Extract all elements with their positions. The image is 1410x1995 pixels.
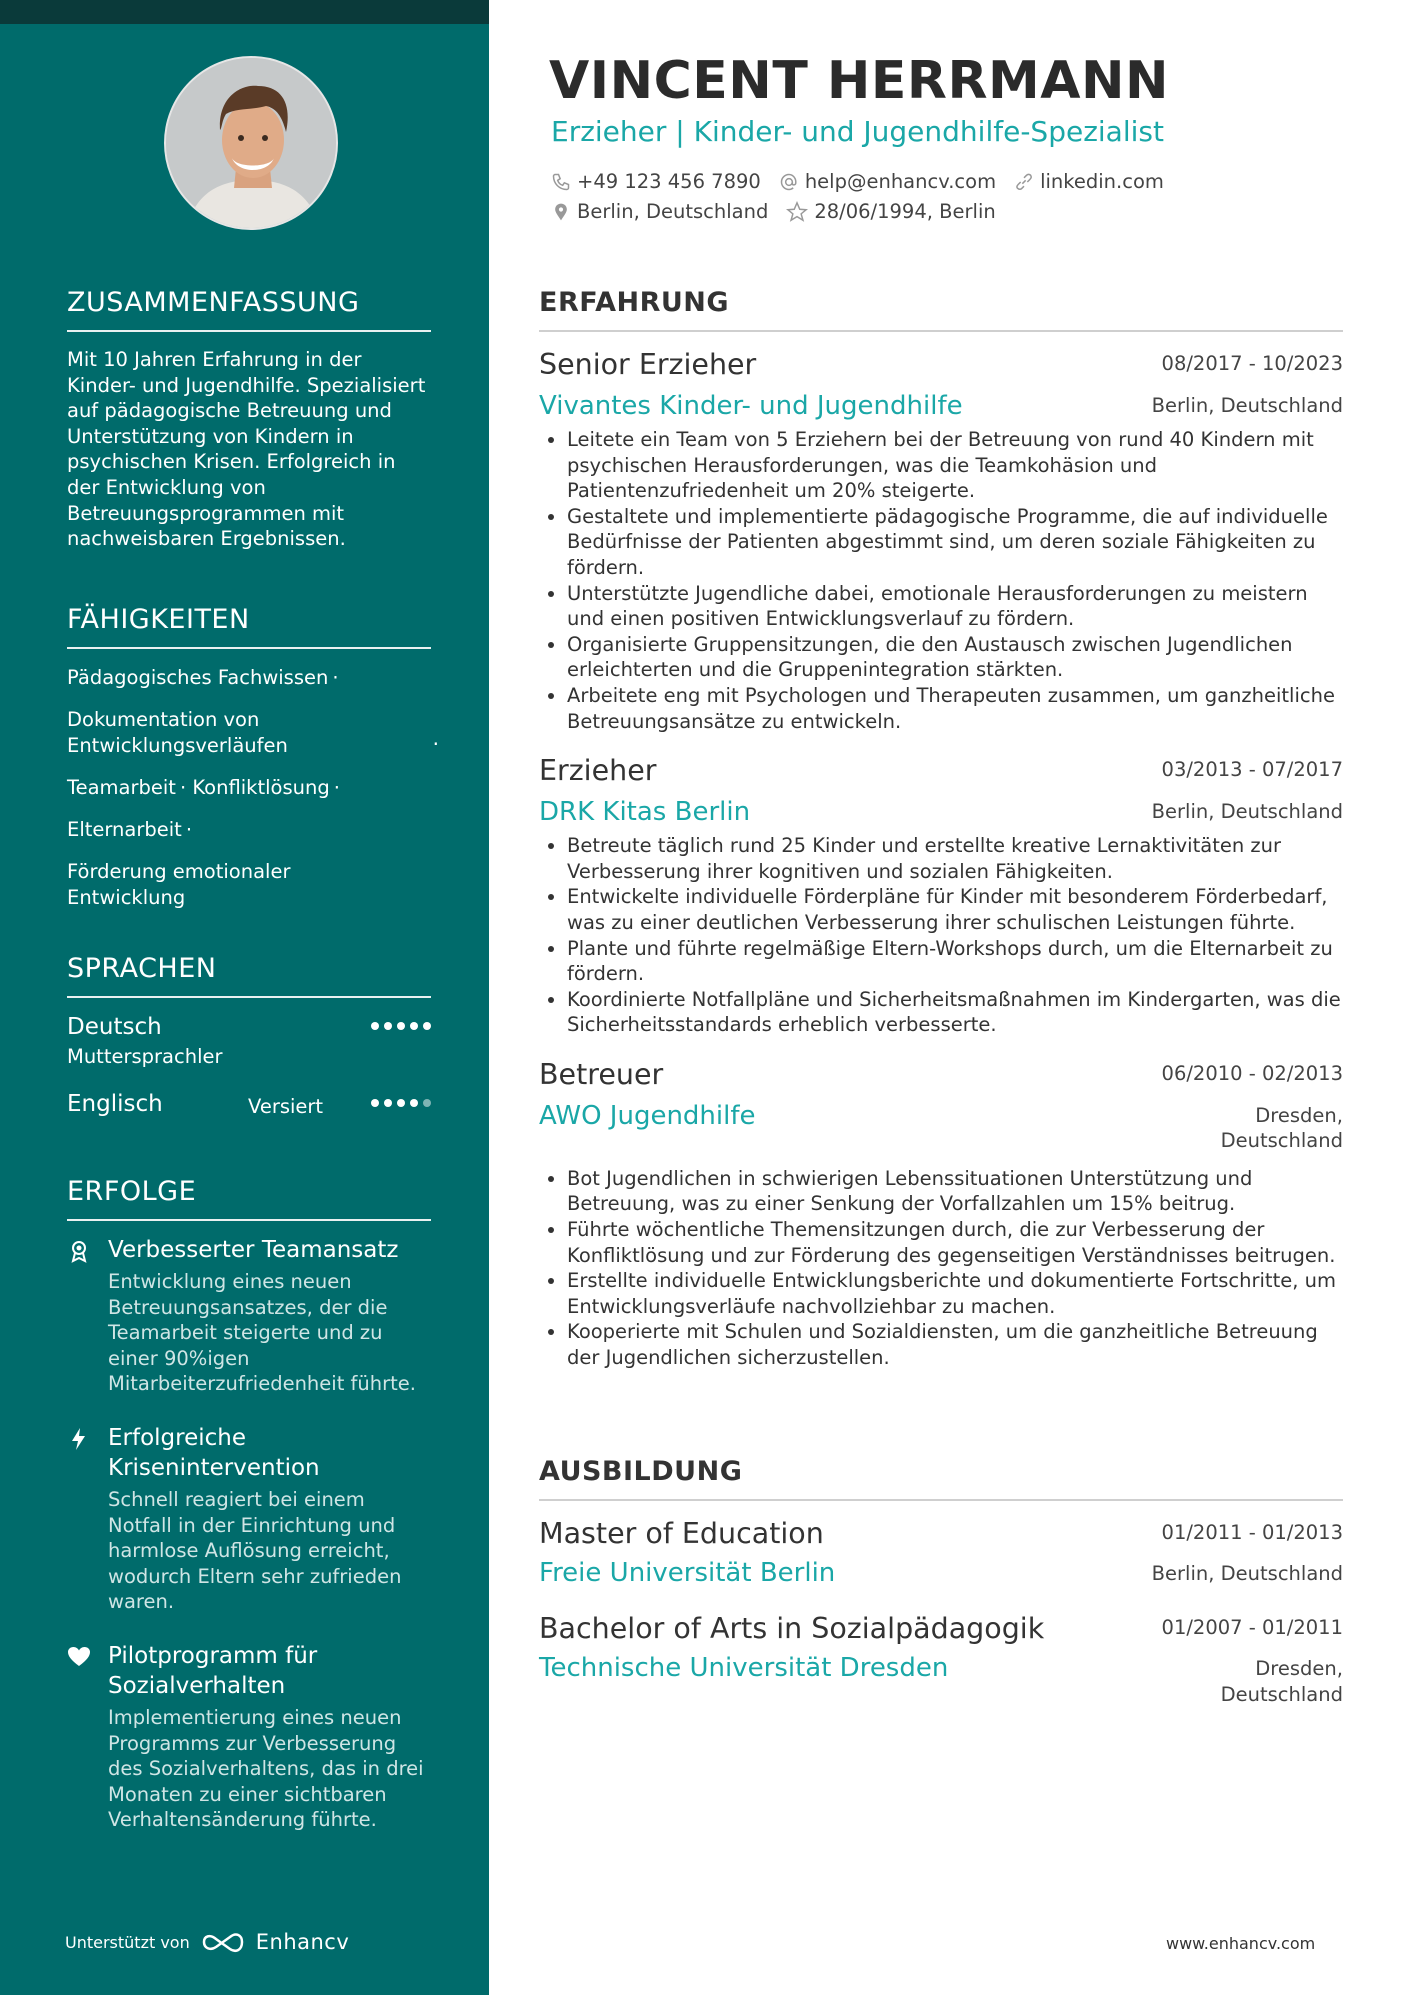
school-name: Technische Universität Dresden — [539, 1653, 949, 1683]
school-name: Freie Universität Berlin — [539, 1558, 836, 1588]
enhancv-brand: Enhancv — [255, 1930, 350, 1954]
sidebar-top-bar — [0, 0, 489, 24]
job-dates: 06/2010 - 02/2013 — [1161, 1061, 1343, 1085]
skills-section — [67, 604, 439, 911]
skill-separator: · — [185, 818, 193, 841]
summary-text: Mit 10 Jahren Erfahrung in der Kinder- und Jugendhilfe. Spezialisiert auf pädagogische Betreuung und Unterstützung von Kindern in psychischen Krisen. Erfolgreich in der Entwicklung von Betreuungsprogrammen mit nachweisbaren Ergebnissen. — [67, 348, 426, 551]
candidate-subtitle: Erzieher | Kinder- und Jugendhilfe-Spezialist — [551, 115, 1164, 148]
education-section — [539, 1456, 1343, 1706]
avatar — [164, 56, 338, 230]
experience-section — [539, 287, 1343, 1371]
list-item: Erstellte individuelle Entwicklungsberichte und dokumentierte Fortschritte, um Entwicklungsverläufe nachvollziehbar zu machen. — [539, 1268, 1343, 1319]
job-location: Berlin, Deutschland — [1151, 394, 1343, 417]
skill-item: Elternarbeit · — [67, 818, 193, 841]
experience-heading: ERFAHRUNG — [539, 287, 1343, 332]
list-item: Bot Jugendlichen in schwierigen Lebenssituationen Unterstützung und Betreuung, was zu einer Senkung der Vorfallzahlen um 15% beitrug. — [539, 1166, 1343, 1217]
contact-phone: +49 123 456 7890 — [551, 170, 761, 193]
skill-item: Dokumentation von Entwicklungsverläufen · — [67, 708, 439, 757]
job-dates: 03/2013 - 07/2017 — [1161, 758, 1343, 782]
skill-item: Pädagogisches Fachwissen · — [67, 666, 339, 689]
education-location: Berlin, Deutschland — [1151, 1562, 1343, 1585]
list-item: Leitete ein Team von 5 Erziehern bei der Betreuung von rund 40 Kindern mit psychischen Herausforderungen, was die Teamkohäsion und Patientenzufriedenheit um 20% steigerte. — [539, 427, 1343, 504]
job-title: Betreuer — [539, 1057, 664, 1091]
achievements-heading: ERFOLGE — [67, 1176, 431, 1221]
job-organization: DRK Kitas Berlin — [539, 797, 751, 828]
achievement-item — [67, 1423, 431, 1615]
candidate-name: VINCENT HERRMANN — [549, 51, 1170, 111]
education-entry — [539, 1612, 1343, 1706]
skill-item: Förderung emotionaler Entwicklung — [67, 860, 291, 909]
list-item: Kooperierte mit Schulen und Sozialdiensten, um die ganzheitliche Betreuung der Jugendlichen sicherzustellen. — [539, 1319, 1343, 1370]
contact-row — [551, 200, 1014, 223]
contact-birth: 28/06/1994, Berlin — [786, 200, 995, 223]
phone-icon — [551, 172, 571, 192]
list-item: Gestaltete und implementierte pädagogische Programme, die auf individuelle Bedürfnisse der Patienten abgestimmt sind, um deren soziale Fähigkeiten zu fördern. — [539, 504, 1343, 581]
achievement-desc: Implementierung eines neuen Programms zur Verbesserung des Sozialverhaltens, das in drei Monaten zu einer sichtbaren Verhaltensänderung führte. — [108, 1705, 424, 1832]
lightning-icon — [67, 1427, 91, 1451]
education-location: Dresden, Deutschland — [1220, 1657, 1343, 1706]
list-item: Koordinierte Notfallpläne und Sicherheitsmaßnahmen im Kindergarten, was die Sicherheitsstandards erheblich verbesserte. — [539, 987, 1343, 1038]
heart-icon — [67, 1645, 91, 1669]
contact-website[interactable]: linkedin.com — [1014, 170, 1164, 193]
skill-separator: · — [332, 666, 339, 689]
language-name: Englisch — [67, 1091, 163, 1117]
language-level: Versiert — [248, 1095, 324, 1118]
language-level: Muttersprachler — [67, 1045, 223, 1068]
degree-title: Bachelor of Arts in Sozialpädagogik — [539, 1612, 1045, 1645]
list-item: Führte wöchentliche Themensitzungen durch, die zur Verbesserung der Konfliktlösung und zur Förderung des gegenseitigen Verständnisses beitrugen. — [539, 1217, 1343, 1268]
achievement-title: Pilotprogramm für Sozialverhalten — [108, 1642, 318, 1699]
education-dates: 01/2007 - 01/2011 — [1161, 1616, 1343, 1639]
achievement-title: Erfolgreiche Krisenintervention — [108, 1424, 320, 1481]
job-organization: AWO Jugendhilfe — [539, 1100, 756, 1131]
achievement-item — [67, 1641, 431, 1833]
education-dates: 01/2011 - 01/2013 — [1161, 1521, 1343, 1544]
job-location: Berlin, Deutschland — [1151, 800, 1343, 824]
language-item — [67, 1091, 431, 1125]
education-entry — [539, 1517, 1343, 1588]
list-item: Plante und führte regelmäßige Eltern-Workshops durch, um die Elternarbeit zu fördern. — [539, 936, 1343, 987]
contact-email[interactable]: help@enhancv.com — [779, 170, 996, 193]
list-item: Entwickelte individuelle Förderpläne für Kinder mit besonderem Förderbedarf, was zu einer deutlichen Verbesserung ihrer schulischen Leistungen führte. — [539, 884, 1343, 935]
contact-row — [551, 170, 1182, 193]
job-bullets — [539, 833, 1343, 1038]
list-item: Arbeitete eng mit Psychologen und Therapeuten zusammen, um ganzheitliche Betreuungsansätze zu entwickeln. — [539, 683, 1343, 734]
sidebar — [0, 0, 489, 1995]
summary-section — [67, 287, 431, 552]
job-entry — [539, 754, 1343, 1038]
language-rating — [371, 1099, 431, 1107]
list-item: Organisierte Gruppensitzungen, die den Austausch zwischen Jugendlichen erleichterten und die Gruppenintegration stärkten. — [539, 632, 1343, 683]
achievement-title: Verbesserter Teamansatz — [108, 1237, 399, 1263]
job-title: Erzieher — [539, 754, 657, 788]
award-icon — [67, 1239, 91, 1263]
footer-website[interactable]: www.enhancv.com — [1166, 1934, 1316, 1953]
achievement-item — [67, 1235, 431, 1397]
job-entry — [539, 348, 1343, 734]
job-dates: 08/2017 - 10/2023 — [1161, 352, 1343, 375]
enhancv-logo-icon — [200, 1930, 246, 1954]
degree-title: Master of Education — [539, 1517, 824, 1550]
job-bullets — [539, 427, 1343, 734]
skill-item: Teamarbeit · Konfliktlösung · — [67, 776, 340, 799]
link-icon — [1014, 172, 1034, 192]
language-rating — [371, 1022, 431, 1030]
achievements-section — [67, 1176, 431, 1833]
location-pin-icon — [551, 202, 571, 222]
job-entry — [539, 1058, 1343, 1371]
at-icon — [779, 172, 799, 192]
education-heading: AUSBILDUNG — [539, 1456, 1343, 1501]
list-item: Unterstützte Jugendliche dabei, emotionale Herausforderungen zu meistern und einen positiven Entwicklungsverlauf zu fördern. — [539, 581, 1343, 632]
star-icon — [786, 201, 808, 223]
contact-location: Berlin, Deutschland — [551, 200, 768, 223]
job-title: Senior Erzieher — [539, 348, 757, 381]
job-location: Dresden, Deutschland — [1220, 1103, 1343, 1153]
skill-separator: · — [179, 776, 187, 799]
powered-by — [65, 1930, 349, 1954]
language-name: Deutsch — [67, 1014, 162, 1040]
skills-heading: FÄHIGKEITEN — [67, 604, 431, 649]
languages-section — [67, 953, 431, 1125]
achievement-desc: Entwicklung eines neuen Betreuungsansatzes, der die Teamarbeit steigerte und zu einer 90%igen Mitarbeiterzufriedenheit führte. — [108, 1270, 416, 1396]
skill-separator: · — [333, 776, 340, 799]
job-organization: Vivantes Kinder- und Jugendhilfe — [539, 391, 963, 421]
languages-heading: SPRACHEN — [67, 953, 431, 998]
list-item: Betreute täglich rund 25 Kinder und erstellte kreative Lernaktivitäten zur Verbesserung ihrer kognitiven und sozialen Fähigkeiten. — [539, 833, 1343, 884]
language-item — [67, 1014, 431, 1074]
job-bullets — [539, 1166, 1343, 1371]
summary-heading: ZUSAMMENFASSUNG — [67, 287, 431, 332]
achievement-desc: Schnell reagiert bei einem Notfall in der Einrichtung und harmlose Auflösung erreicht, wodurch Eltern sehr zufrieden waren. — [108, 1487, 402, 1614]
powered-by-label: Unterstützt von — [65, 1932, 190, 1952]
skill-separator: · — [432, 732, 439, 756]
